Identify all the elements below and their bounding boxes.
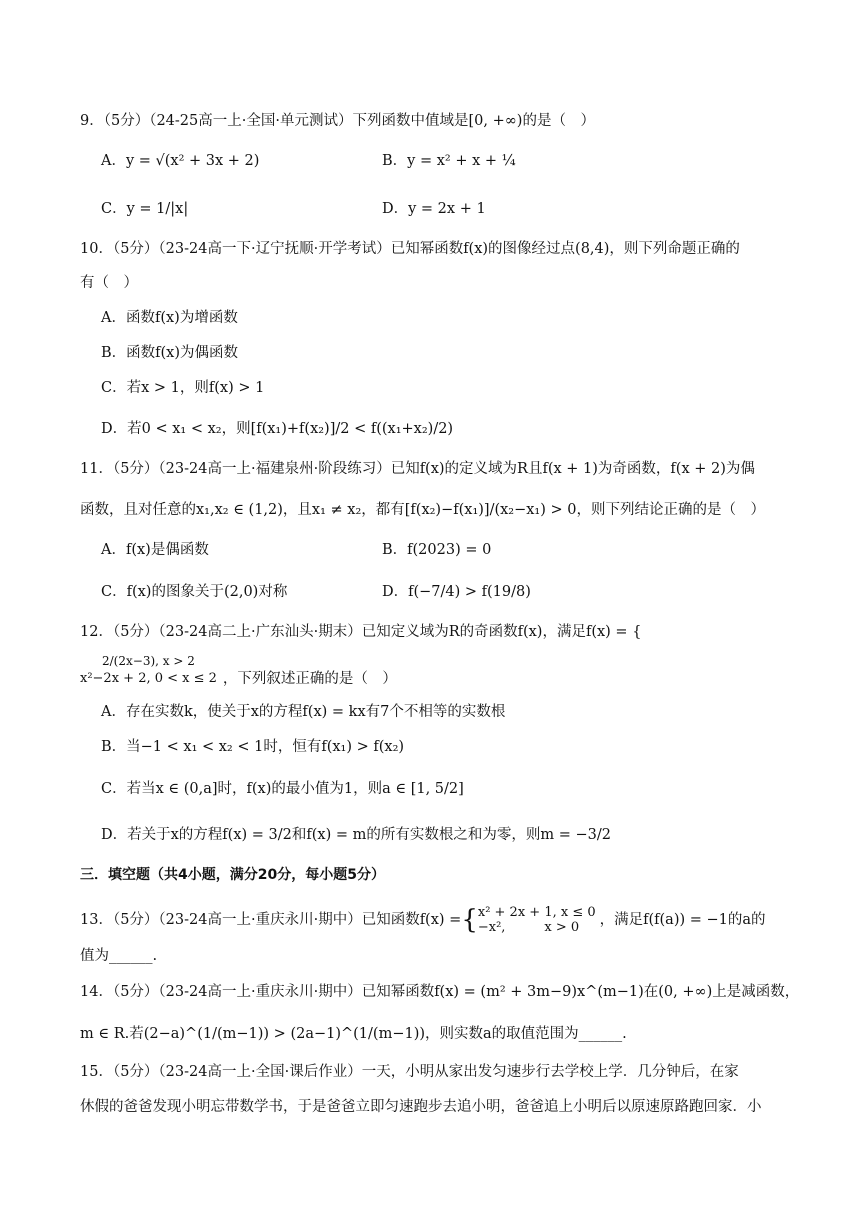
q10-option-c: C．若x > 1，则f(x) > 1 [101,380,265,396]
q12-piecewise [80,652,397,688]
q13-stem-line2: 值为______. [80,948,158,964]
q10-option-d: D．若0 < x₁ < x₂，则[f(x₁)+f(x₂)]/2 < f((x₁+x₂)/2) [101,421,454,437]
q9-option-d: D．y = 2x + 1 [382,201,486,217]
q12-stem-line1: 12．（5分）（23-24高二上·广东汕头·期末）已知定义域为R的奇函数f(x)，满足f(x) = { [80,624,642,640]
q12-option-c: C．若当x ∈ (0,a]时，f(x)的最小值为1，则a ∈ [1, 5/2] [101,781,464,797]
q9-option-c: C．y = 1/|x| [101,201,189,217]
section-fill-in-heading: 三．填空题（共4小题，满分20分，每小题5分） [80,867,385,883]
q13-piece-1: x² + 2x + 1, x ≤ 0 [477,905,596,920]
q13-stem-line1 [80,905,766,935]
q9-stem: 9．（5分）（24-25高一上·全国·单元测试）下列函数中值域是[0, +∞)的是（ ） [80,113,595,129]
q12-option-d: D．若关于x的方程f(x) = 3/2和f(x) = m的所有实数根之和为零，则m = −3/2 [101,827,611,843]
q13-piecewise [478,905,596,935]
q12-piece-2: x²−2x + 2, 0 < x ≤ 2 [80,671,217,686]
q11-option-a: A．f(x)是偶函数 [101,542,209,558]
q12-option-a: A．存在实数k，使关于x的方程f(x) = kx有7个不相等的实数根 [101,704,506,720]
q10-stem-line2: 有（ ） [80,275,138,291]
q13-piece-2: −x², x > 0 [477,920,580,935]
q11-option-c: C．f(x)的图象关于(2,0)对称 [101,584,288,600]
q12-option-b: B．当−1 < x₁ < x₂ < 1时，恒有f(x₁) > f(x₂) [101,739,405,755]
q11-stem-line1: 11．（5分）（23-24高一上·福建泉州·阶段练习）已知f(x)的定义域为R且f(x + 1)为奇函数，f(x + 2)为偶 [80,461,755,477]
q15-stem-line2: 休假的爸爸发现小明忘带数学书，于是爸爸立即匀速跑步去追小明，爸爸追上小明后以原速原路跑回家．小 [80,1099,762,1115]
q9-option-a: A．y = √(x² + 3x + 2) [101,153,260,169]
q15-stem-line1: 15．（5分）（23-24高一上·全国·课后作业）一天，小明从家出发匀速步行去学校上学．几分钟后，在家 [80,1064,739,1080]
q11-option-b: B．f(2023) = 0 [382,542,492,558]
q11-option-d: D．f(−7/4) > f(19/8) [382,584,531,600]
q10-stem-line1: 10．（5分）（23-24高一下·辽宁抚顺·开学考试）已知幂函数f(x)的图像经过点(8,4)，则下列命题正确的 [80,241,740,257]
q9-option-b: B．y = x² + x + ¼ [382,153,516,169]
q12-piece-1: 2/(2x−3), x > 2 [102,654,195,668]
q13-stem-prefix: 13．（5分）（23-24高一上·重庆永川·期中）已知函数f(x) = [80,912,462,928]
q13-brace: { [461,905,478,935]
q14-stem-line2: m ∈ R.若(2−a)^(1/(m−1)) > (2a−1)^(1/(m−1))，则实数a的取值范围为______. [80,1026,627,1042]
q12-stem-line2: ，下列叙述正确的是（ ） [222,671,397,687]
q10-option-b: B．函数f(x)为偶函数 [101,345,239,361]
q10-option-a: A．函数f(x)为增函数 [101,310,238,326]
q14-stem-line1: 14．（5分）（23-24高一上·重庆永川·期中）已知幂函数f(x) = (m² + 3m−9)x^(m−1)在(0, +∞)上是减函数， [80,984,800,1000]
q11-stem-line2: 函数，且对任意的x₁,x₂ ∈ (1,2)，且x₁ ≠ x₂，都有[f(x₂)−f(x₁)]/(x₂−x₁) > 0，则下列结论正确的是（ ） [80,502,765,518]
q13-stem-suffix: ，满足f(f(a)) = −1的a的 [599,912,766,928]
